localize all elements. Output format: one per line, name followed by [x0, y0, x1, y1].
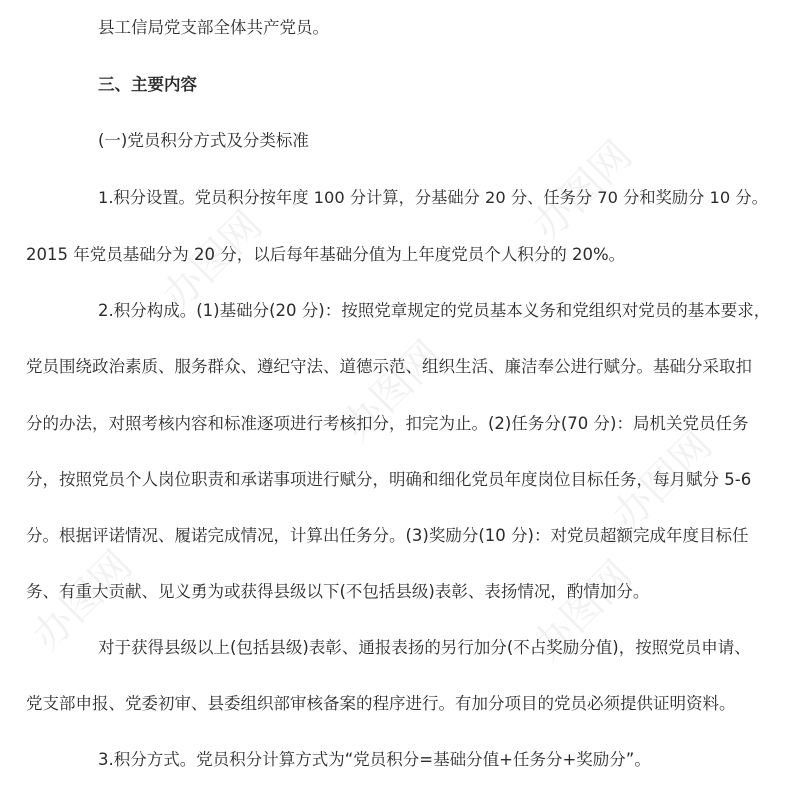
paragraph-line: 2015 年党员基础分为 20 分，以后每年基础分值为上年度党员个人积分的 20%。: [26, 245, 626, 264]
paragraph-line: 党员围绕政治素质、服务群众、遵纪守法、道德示范、组织生活、廉洁奉公进行赋分。基础分采取扣: [26, 357, 752, 376]
paragraph-line: 1.积分设置。党员积分按年度 100 分计算，分基础分 20 分、任务分 70 分和奖励分 10 分。: [98, 188, 768, 207]
watermark: 办图网: [23, 542, 142, 660]
watermark: 办图网: [523, 552, 642, 670]
watermark: 办图网: [523, 132, 642, 250]
subsection-heading: (一)党员积分方式及分类标准: [98, 131, 309, 150]
paragraph-line: 分。根据评诺情况、履诺完成情况，计算出任务分。(3)奖励分(10 分)：对党员超额完成年度目标任: [26, 526, 749, 545]
paragraph-line: 分的办法，对照考核内容和标准逐项进行考核扣分，扣完为止。(2)任务分(70 分)：局机关党员任务: [26, 414, 749, 433]
paragraph-line: 县工信局党支部全体共产党员。: [98, 18, 329, 37]
paragraph-line: 党支部申报、党委初审、县委组织部审核备案的程序进行。有加分项目的党员必须提供证明资料。: [26, 694, 736, 713]
watermark: 办图网: [333, 332, 452, 450]
paragraph-line: 务、有重大贡献、见义勇为或获得县级以下(不包括县级)表彰、表扬情况，酌情加分。: [26, 582, 650, 601]
paragraph-line: 分，按照党员个人岗位职责和承诺事项进行赋分，明确和细化党员年度岗位目标任务，每月赋分 5-6: [26, 470, 752, 489]
watermark: 办图网: [603, 422, 722, 540]
paragraph-line: 2.积分构成。(1)基础分(20 分)：按照党章规定的党员基本义务和党组织对党员的基本要求，: [98, 301, 771, 320]
watermark: 办图网: [153, 202, 272, 320]
paragraph-line: 对于获得县级以上(包括县级)表彰、通报表扬的另行加分(不占奖励分值)，按照党员申请、: [98, 638, 751, 657]
paragraph-line: 3.积分方式。党员积分计算方式为“党员积分=基础分值+任务分+奖励分”。: [98, 750, 651, 769]
section-heading: 三、主要内容: [98, 75, 197, 94]
